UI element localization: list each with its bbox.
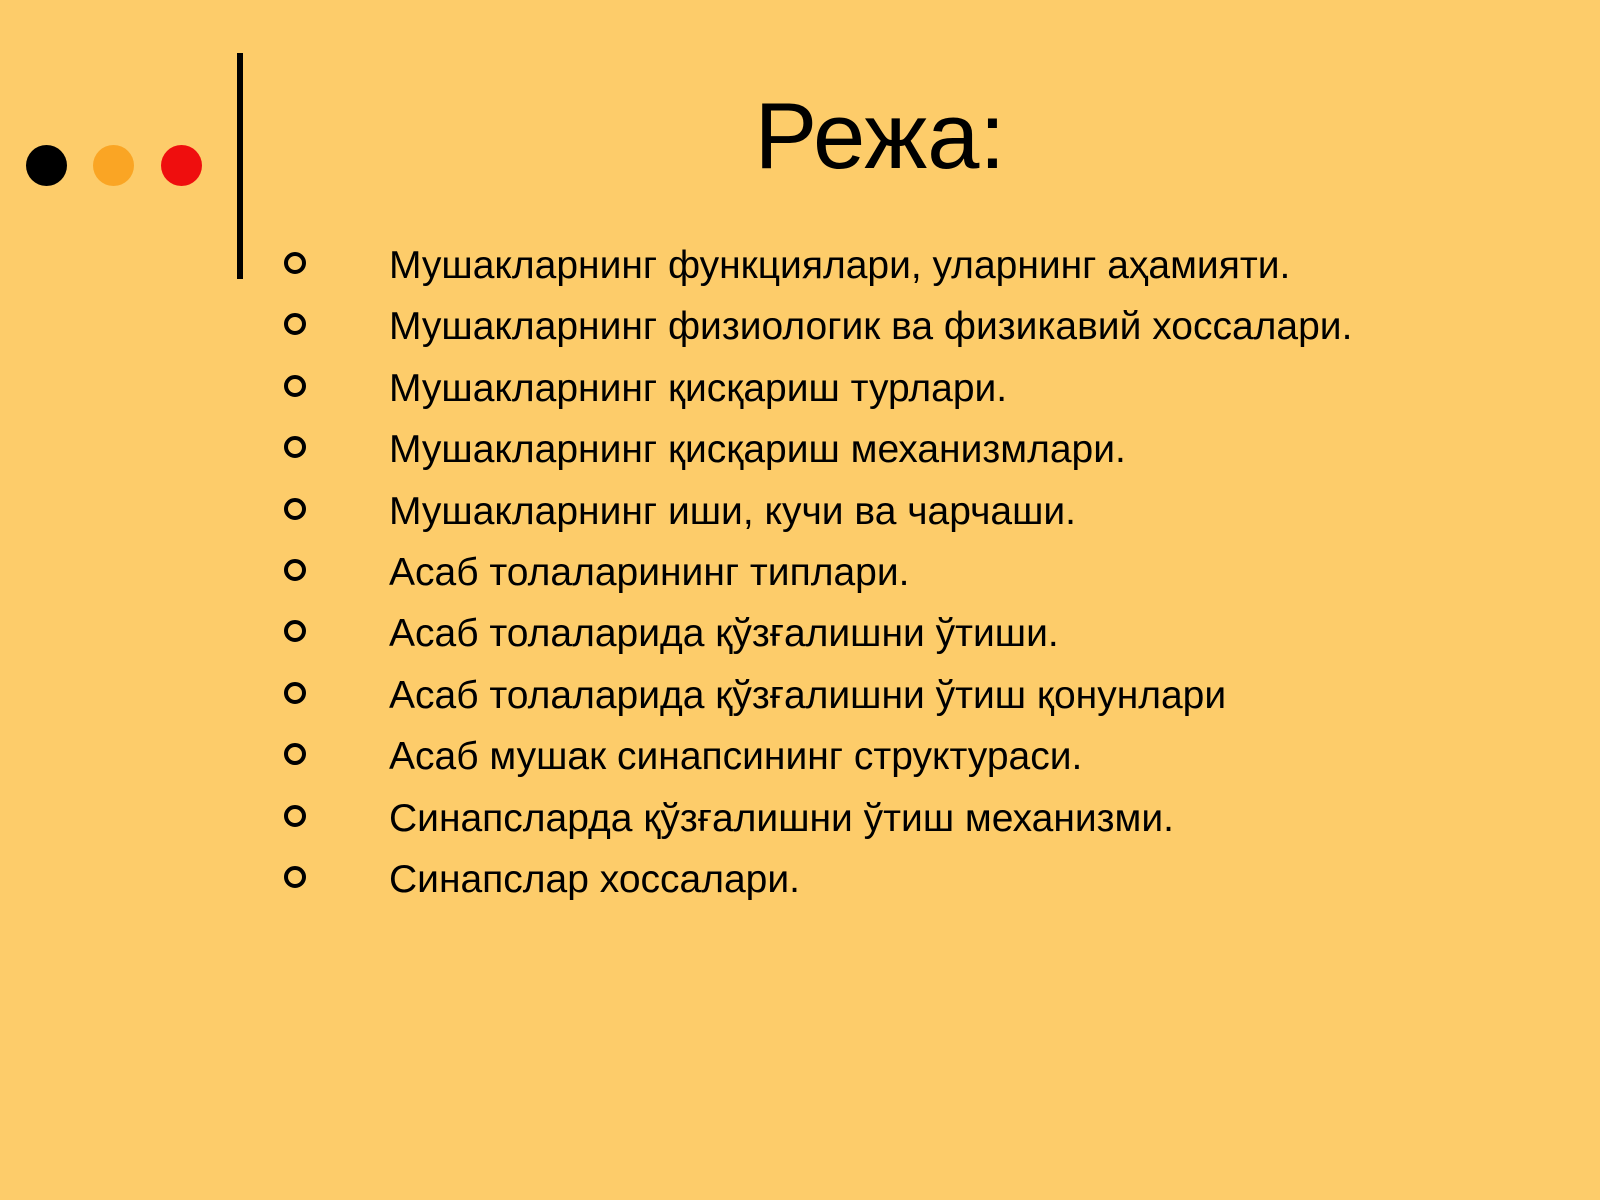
circle-bullet-icon (284, 559, 306, 581)
list-item-text: Асаб мушак синапсининг структураси. (389, 735, 1083, 779)
list-item (0, 852, 1600, 913)
list-item-text: Мушакларнинг функциялари, уларнинг аҳамияти. (389, 244, 1291, 287)
list-item (0, 361, 1600, 422)
list-item-text: Мушакларнинг қисқариш турлари. (389, 366, 1008, 410)
circle-bullet-icon (284, 743, 306, 765)
circle-bullet-icon (284, 375, 306, 397)
red-dot-decoration (161, 145, 202, 186)
list-item-text: Синапслар хоссалари. (389, 857, 800, 901)
list-item-text: Синапсларда қўзғалишни ўтиш механизми. (389, 796, 1174, 840)
list-item (0, 422, 1600, 483)
list-item (0, 545, 1600, 606)
black-dot-decoration (26, 145, 67, 186)
list-item (0, 668, 1600, 729)
circle-bullet-icon (284, 682, 306, 704)
list-item (0, 791, 1600, 852)
list-item-text: Асаб толаларида қўзғалишни ўтиши. (389, 612, 1059, 656)
list-item-text: Мушакларнинг иши, кучи ва чарчаши. (389, 489, 1076, 533)
circle-bullet-icon (284, 620, 306, 642)
slide-title: Режа: (754, 83, 1006, 188)
circle-bullet-icon (284, 436, 306, 458)
circle-bullet-icon (284, 313, 306, 335)
circle-bullet-icon (284, 498, 306, 520)
circle-bullet-icon (284, 805, 306, 827)
list-item-text: Мушакларнинг физиологик ва физикавий хоссалари. (389, 305, 1353, 349)
list-item (0, 299, 1600, 360)
list-item (0, 729, 1600, 790)
orange-dot-decoration (93, 145, 134, 186)
list-item (0, 606, 1600, 667)
list-item (0, 484, 1600, 545)
list-item-text: Асаб толаларининг типлари. (389, 550, 910, 594)
circle-bullet-icon (284, 252, 306, 274)
list-item (0, 238, 1600, 299)
list-item-text: Мушакларнинг қисқариш механизмлари. (389, 428, 1126, 472)
list-item-text: Асаб толаларида қўзғалишни ўтиш қонунлари (389, 673, 1227, 717)
circle-bullet-icon (284, 866, 306, 888)
topic-list (0, 238, 1600, 913)
